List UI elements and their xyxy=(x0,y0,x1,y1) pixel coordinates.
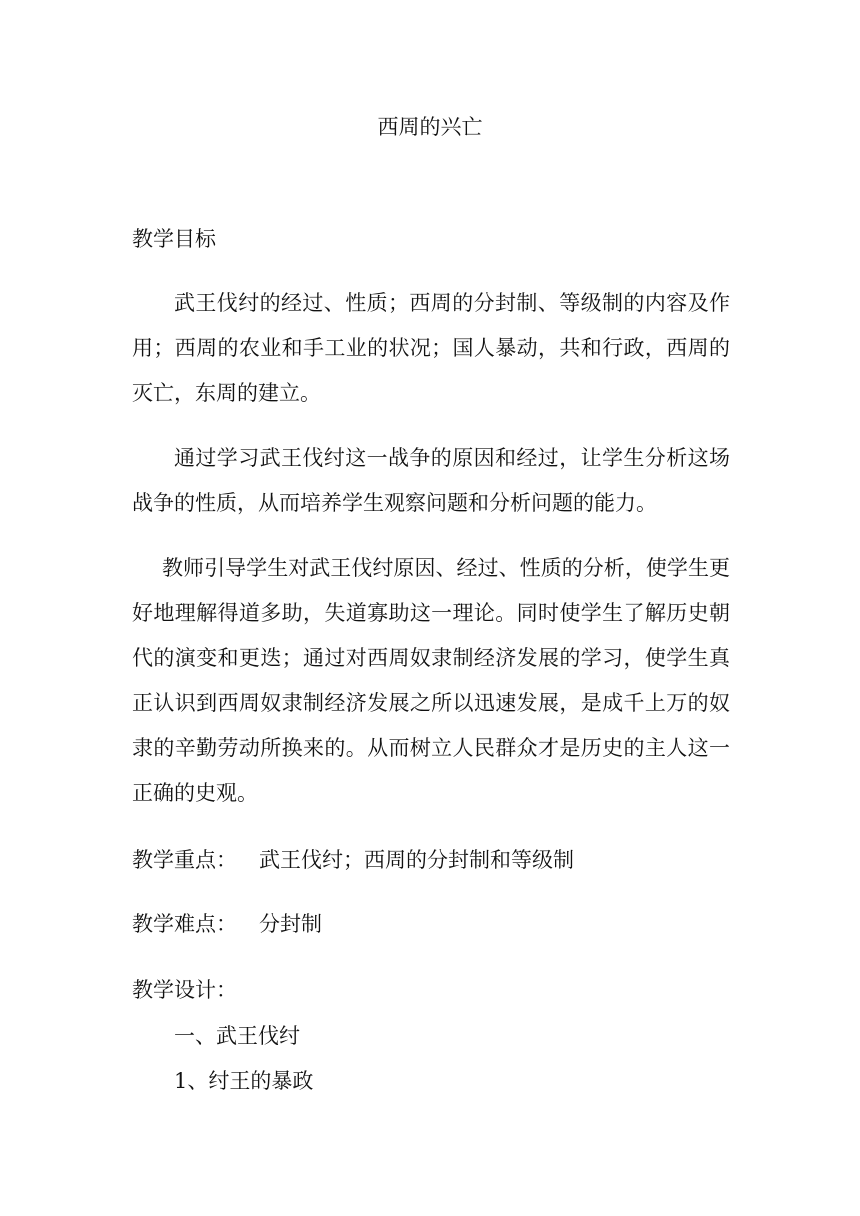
objective-paragraph-ability: 通过学习武王伐纣这一战争的原因和经过，让学生分析这场战争的性质，从而培养学生观察问题和分析问题的能力。 xyxy=(132,446,730,515)
key-point-label: 教学重点： xyxy=(132,848,237,872)
difficult-point-value: 分封制 xyxy=(259,912,322,936)
objective-paragraph-knowledge: 武王伐纣的经过、性质；西周的分封制、等级制的内容及作用；西周的农业和手工业的状况；国人暴动，共和行政，西周的灭亡，东周的建立。 xyxy=(132,291,730,405)
objectives-heading: 教学目标 xyxy=(132,227,216,251)
design-item-section: 一、武王伐纣 xyxy=(174,1024,300,1048)
document-title: 西周的兴亡 xyxy=(377,115,483,139)
difficult-point-label: 教学难点： xyxy=(132,912,237,936)
design-item-subsection: 1、纣王的暴政 xyxy=(174,1069,314,1093)
key-point-value: 武王伐纣；西周的分封制和等级制 xyxy=(259,848,574,872)
design-heading: 教学设计： xyxy=(132,978,237,1002)
key-point-row xyxy=(132,845,574,875)
objective-paragraph-values: 教师引导学生对武王伐纣原因、经过、性质的分析，使学生更好地理解得道多助，失道寡助这一理论。同时使学生了解历史朝代的演变和更迭；通过对西周奴隶制经济发展的学习，使学生真正认识到西周奴隶制经济发展之所以迅速发展，是成千上万的奴隶的辛勤劳动所换来的。从而树立人民群众才是历史的主人这一正确的史观。 xyxy=(132,556,730,805)
difficult-point-row xyxy=(132,909,322,939)
